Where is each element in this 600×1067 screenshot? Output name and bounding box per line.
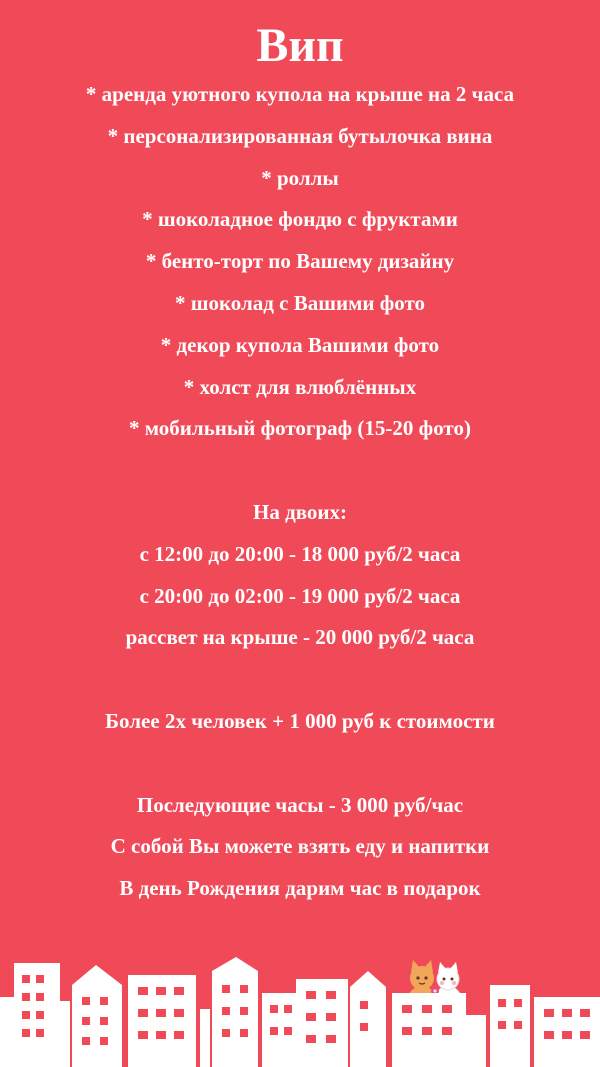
price-row: рассвет на крыше - 20 000 руб/2 часа	[125, 625, 475, 650]
feature-item: * декор купола Вашими фото	[160, 332, 440, 357]
spacer	[0, 450, 600, 492]
note-item: С собой Вы можете взять еду и напитки	[110, 834, 490, 859]
feature-item: * шоколадное фондю с фруктами	[142, 207, 458, 232]
feature-item: * холст для влюблённых	[183, 374, 417, 399]
feature-item: * персонализированная бутылочка вина	[107, 123, 493, 148]
pricing-heading: На двоих:	[253, 499, 347, 524]
extra-people-note: Более 2х человек + 1 000 руб к стоимости	[105, 708, 495, 733]
feature-item: * роллы	[261, 165, 339, 190]
content	[0, 74, 600, 910]
note-item: В день Рождения дарим час в подарок	[119, 876, 481, 901]
note-item: Последующие часы - 3 000 руб/час	[136, 792, 464, 817]
feature-item: * бенто-торт по Вашему дизайну	[145, 249, 455, 274]
price-row: с 20:00 до 02:00 - 19 000 руб/2 часа	[139, 583, 461, 608]
city-skyline-illustration	[0, 957, 600, 1067]
feature-item: * шоколад с Вашими фото	[174, 290, 426, 315]
feature-item: * мобильный фотограф (15-20 фото)	[129, 416, 471, 441]
price-row: с 12:00 до 20:00 - 18 000 руб/2 часа	[139, 541, 461, 566]
spacer	[0, 743, 600, 785]
spacer	[0, 659, 600, 701]
feature-item: * аренда уютного купола на крыше на 2 часа	[85, 82, 515, 106]
page-title: Вип	[256, 19, 344, 72]
